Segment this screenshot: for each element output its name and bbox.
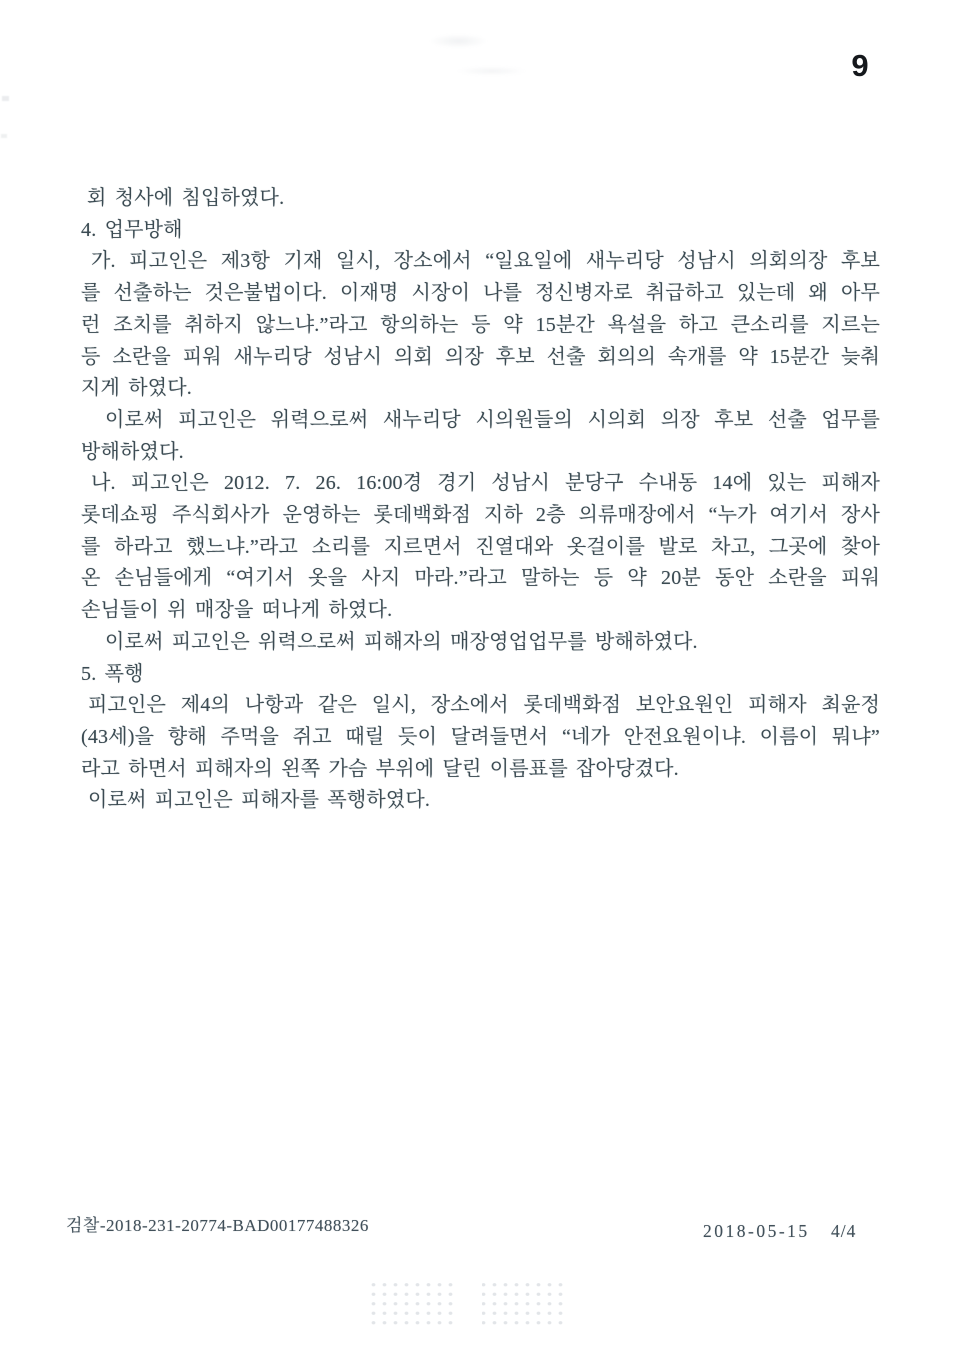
- text-line: 방해하였다.: [81, 440, 184, 463]
- text-line: 이로써 피고인은 피해자를 폭행하였다.: [88, 789, 431, 812]
- text-line: 4. 업무방해: [81, 218, 183, 241]
- scan-smudge: [420, 26, 530, 86]
- page-number: 9: [851, 48, 869, 83]
- text-line: 를 선출하는 것은불법이다. 이재명 시장이 나를 정신병자로 취급하고 있는데 왜 아무: [81, 282, 880, 305]
- text-line: (43세)을 향해 주먹을 쥐고 때릴 듯이 달려들면서 “네가 안전요원이냐. 이름이 뭐냐”: [81, 725, 880, 748]
- text-line: 가. 피고인은 제3항 기재 일시, 장소에서 “일요일에 새누리당 성남시 의회의장 후보: [91, 250, 880, 273]
- text-line: 회 청사에 침입하였다.: [87, 187, 285, 209]
- document-body: [81, 183, 880, 817]
- scan-speck: [2, 96, 9, 101]
- text-line: 등 소란을 피워 새누리당 성남시 의회 의장 후보 선출 회의의 속개를 약 15분간 늦춰: [81, 345, 880, 368]
- text-line: 손님들이 위 매장을 떠나게 하였다.: [81, 599, 393, 622]
- text-line: 온 손님들에게 “여기서 옷을 사지 마라.”라고 말하는 등 약 20분 동안 소란을 피워: [81, 567, 880, 590]
- text-line: 나. 피고인은 2012. 7. 26. 16:00경 경기 성남시 분당구 수내동 14에 있는 피해자: [91, 472, 880, 495]
- footer-page-count: 4/4: [831, 1221, 857, 1241]
- text-line: 런 조치를 취하지 않느냐.”라고 항의하는 등 약 15분간 욕설을 하고 큰소리를 지르는: [81, 313, 880, 336]
- text-line: 이로써 피고인은 위력으로써 피해자의 매장영업업무를 방해하였다.: [105, 630, 698, 653]
- text-line: 지게 하였다.: [81, 377, 192, 400]
- text-line: 라고 하면서 피해자의 왼쪽 가슴 부위에 달린 이름표를 잡아당겼다.: [81, 757, 679, 780]
- text-line: 5. 폭행: [81, 662, 144, 685]
- text-line: 롯데쇼핑 주식회사가 운영하는 롯데백화점 지하 2층 의류매장에서 “누가 여기서 장사: [81, 504, 880, 527]
- scan-speck: [1, 134, 7, 138]
- dot-matrix-artifact: [368, 1280, 568, 1326]
- text-line: 이로써 피고인은 위력으로써 새누리당 시의원들의 시의회 의장 후보 선출 업무를: [105, 408, 880, 431]
- text-line: 를 하라고 했느냐.”라고 소리를 지르면서 진열대와 옷걸이를 발로 차고, 그곳에 찾아: [81, 535, 880, 558]
- text-line: 피고인은 제4의 나항과 같은 일시, 장소에서 롯데백화점 보안요원인 피해자 최윤정: [88, 694, 880, 717]
- footer-document-id: 검찰-2018-231-20774-BAD00177488326: [66, 1216, 369, 1235]
- footer-date: 2018-05-15: [703, 1221, 810, 1241]
